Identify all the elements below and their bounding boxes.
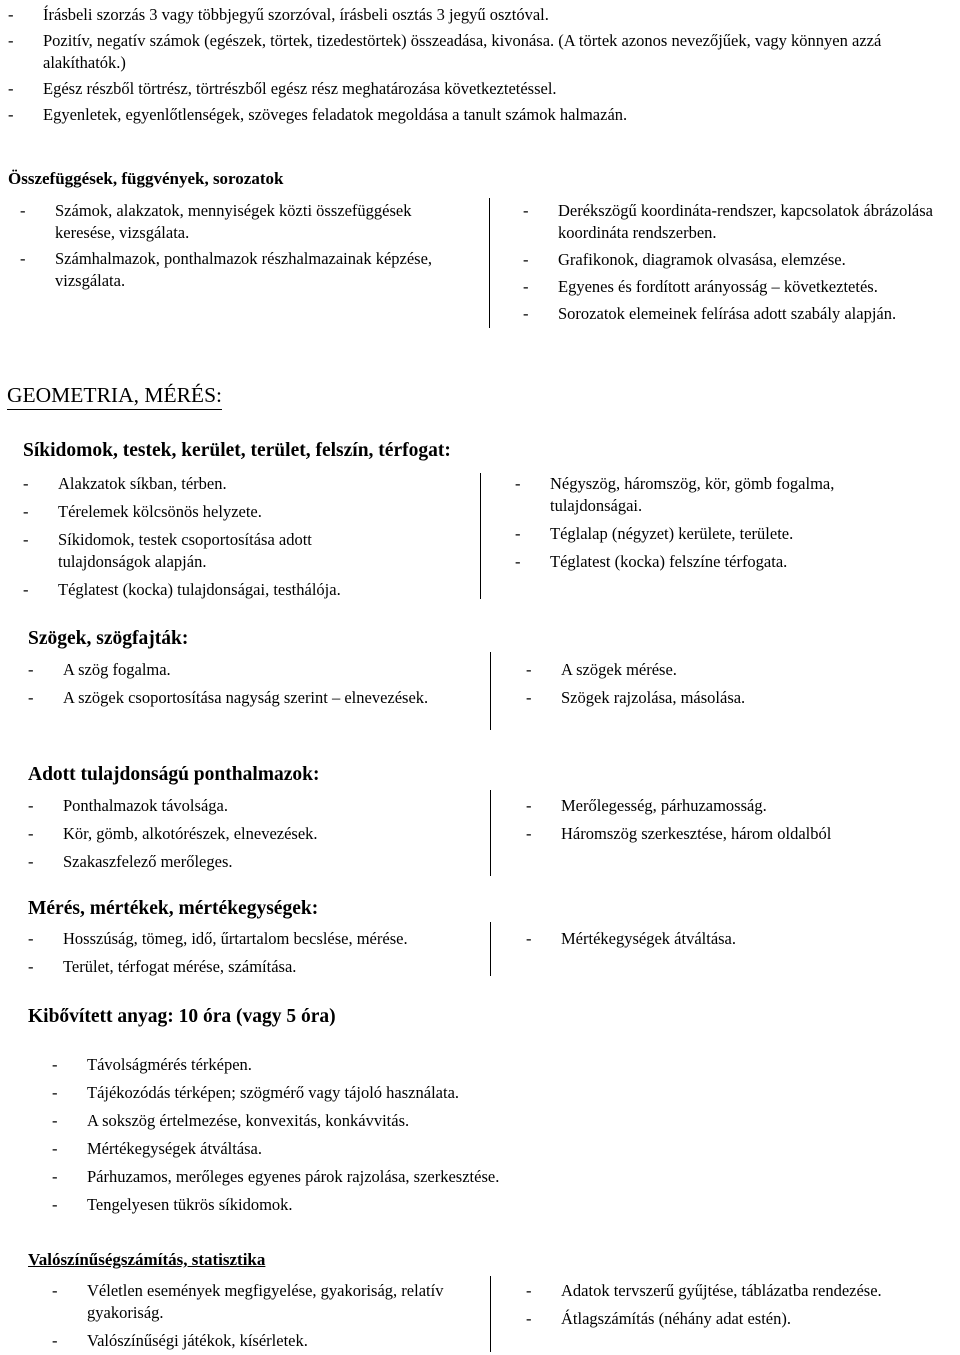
list-item: - Téglatest (kocka) tulajdonságai, testhálója. [23, 579, 463, 601]
sikidomok-right-list [515, 473, 935, 573]
list-item: - Adatok tervszerű gyűjtése, táblázatba rendezése. [526, 1280, 956, 1302]
column-divider [490, 1276, 491, 1352]
column-divider [480, 473, 481, 599]
list-item: - Mértékegységek átváltása. [526, 928, 946, 950]
list-item: - Valószínűségi játékok, kísérletek. [52, 1330, 482, 1352]
subsection-title-valoszinuseg: Valószínűségszámítás, statisztika [28, 1250, 266, 1269]
column-divider [490, 652, 491, 730]
kibovitett-list [52, 1054, 932, 1216]
subsection-title-meres: Mérés, mértékek, mértékegységek: [28, 898, 319, 919]
list-item: - Átlagszámítás (néhány adat estén). [526, 1308, 956, 1330]
list-item: - Négyszög, háromszög, kör, gömb fogalma, tulajdonságai. [515, 473, 900, 517]
list-item: - Szakaszfelező merőleges. [28, 851, 468, 873]
list-item: - Ponthalmazok távolsága. [28, 795, 468, 817]
list-item: - Téglalap (négyzet) kerülete, területe. [515, 523, 935, 545]
list-item: - Írásbeli szorzás 3 vagy többjegyű szorzóval, írásbeli osztás 3 jegyű osztóval. [8, 4, 938, 26]
column-divider [489, 198, 490, 328]
valoszinuseg-left-list [52, 1280, 482, 1352]
list-item: - Síkidomok, testek csoportosítása adott tulajdonságok alapján. [23, 529, 388, 573]
list-item: - Háromszög szerkesztése, három oldalból [526, 823, 956, 845]
list-item: - Terület, térfogat mérése, számítása. [28, 956, 488, 978]
list-item: - Téglatest (kocka) felszíne térfogata. [515, 551, 935, 573]
subsection-title-sikidomok: Síkidomok, testek, kerület, terület, felszín, térfogat: [23, 440, 451, 461]
main-heading-geometria: GEOMETRIA, MÉRÉS: [7, 383, 222, 410]
list-item: - Számhalmazok, ponthalmazok részhalmazainak képzése, vizsgálata. [20, 248, 460, 292]
list-item: - A szög fogalma. [28, 659, 468, 681]
list-item: - Merőlegesség, párhuzamosság. [526, 795, 956, 817]
list-item: - Egyenletek, egyenlőtlenségek, szöveges feladatok megoldása a tanult számok halmazán. [8, 104, 938, 126]
szogek-left-list [28, 659, 468, 709]
top-list [8, 4, 938, 126]
subsection-title-kibovitett: Kibővített anyag: 10 óra (vagy 5 óra) [28, 1006, 336, 1027]
list-item: - Térelemek kölcsönös helyzete. [23, 501, 463, 523]
column-divider [490, 790, 491, 876]
osszefuggesek-right-list [523, 200, 958, 325]
meres-right-list [526, 928, 946, 950]
subsection-title-szogek: Szögek, szögfajták: [28, 628, 189, 649]
list-item: - Egyenes és fordított arányosság – következtetés. [523, 276, 958, 298]
valoszinuseg-right-list [526, 1280, 956, 1330]
list-item: - Derékszögű koordináta-rendszer, kapcsolatok ábrázolása koordináta rendszerben. [523, 200, 958, 244]
subsection-title-ponthalmazok: Adott tulajdonságú ponthalmazok: [28, 764, 320, 785]
list-item: - A szögek csoportosítása nagyság szerint – elnevezések. [28, 687, 433, 709]
column-divider [490, 922, 491, 976]
list-item: - Sorozatok elemeinek felírása adott szabály alapján. [523, 303, 958, 325]
list-item: - Számok, alakzatok, mennyiségek közti összefüggések keresése, vizsgálata. [20, 200, 460, 244]
sikidomok-left-list [23, 473, 463, 601]
list-item: - Egész részből törtrész, törtrészből egész rész meghatározása következtetéssel. [8, 78, 938, 100]
list-item: - Tájékozódás térképen; szögmérő vagy tájoló használata. [52, 1082, 932, 1104]
list-item: - Párhuzamos, merőleges egyenes párok rajzolása, szerkesztése. [52, 1166, 932, 1188]
list-item: - Pozitív, negatív számok (egészek, törtek, tizedestörtek) összeadása, kivonása. (A törtek azonos nevezőjűek, vagy könnyen azzá alakíthatók.) [8, 30, 938, 74]
list-item: - Hosszúság, tömeg, idő, űrtartalom becslése, mérése. [28, 928, 488, 950]
ponthalmazok-left-list [28, 795, 468, 873]
list-item: - Mértékegységek átváltása. [52, 1138, 932, 1160]
list-item: - Alakzatok síkban, térben. [23, 473, 463, 495]
section-title-osszefuggesek: Összefüggések, függvények, sorozatok [8, 169, 284, 188]
list-item: - Tengelyesen tükrös síkidomok. [52, 1194, 932, 1216]
list-item: - Kör, gömb, alkotórészek, elnevezések. [28, 823, 468, 845]
szogek-right-list [526, 659, 946, 709]
osszefuggesek-left-list [20, 200, 460, 292]
ponthalmazok-right-list [526, 795, 956, 845]
list-item: - A szögek mérése. [526, 659, 946, 681]
list-item: - A sokszög értelmezése, konvexitás, konkávvitás. [52, 1110, 932, 1132]
list-item: - Távolságmérés térképen. [52, 1054, 932, 1076]
list-item: - Grafikonok, diagramok olvasása, elemzése. [523, 249, 958, 271]
list-item: - Véletlen események megfigyelése, gyakoriság, relatív gyakoriság. [52, 1280, 457, 1324]
list-item: - Szögek rajzolása, másolása. [526, 687, 946, 709]
meres-left-list [28, 928, 488, 978]
